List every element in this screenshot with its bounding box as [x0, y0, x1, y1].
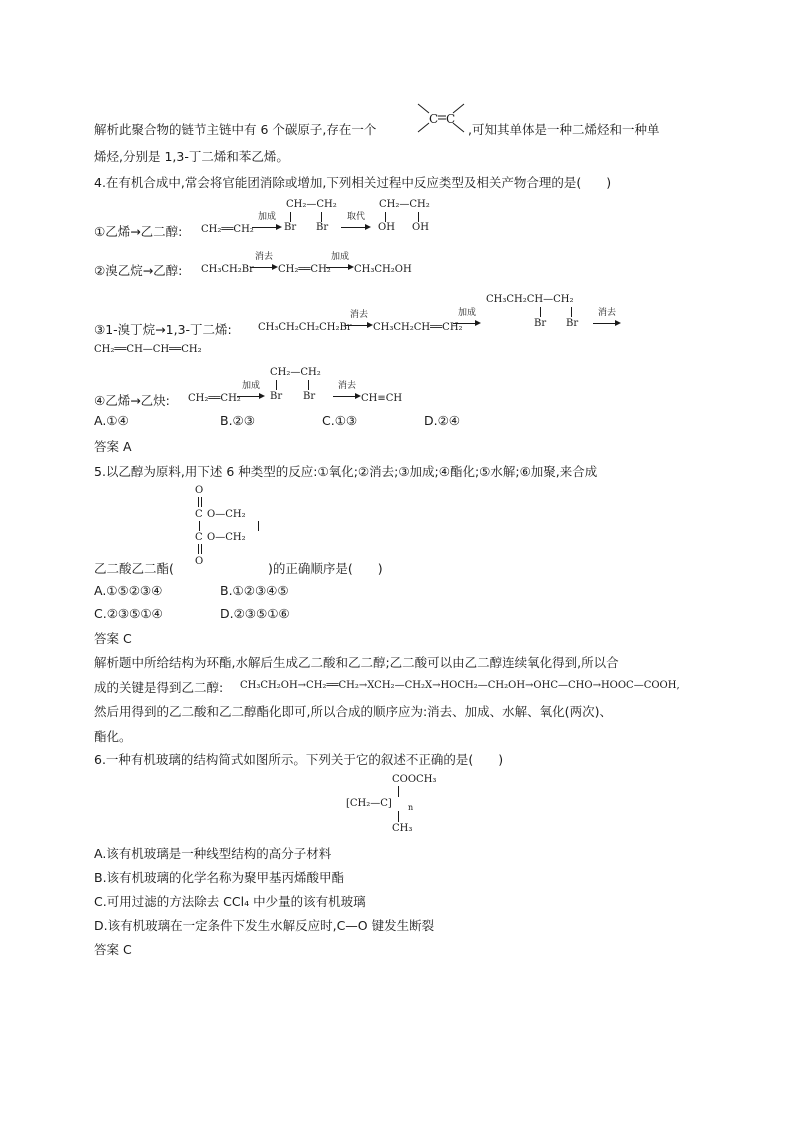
q5-option-a: A.①⑤②③④ — [94, 583, 163, 598]
q4-option-a: A.①④ — [94, 413, 129, 428]
q5-option-c: C.②③⑤①④ — [94, 606, 163, 621]
q4-route4-m-br2: Br — [303, 391, 316, 402]
q4-route2-end: CH₃CH₂OH — [354, 264, 412, 275]
q4-option-c: C.①③ — [322, 413, 358, 428]
analysis-line-2: 烯烃,分别是 1,3-丁二烯和苯乙烯。 — [94, 149, 289, 164]
q4-route4-m-br1: Br — [270, 391, 283, 402]
q4-route1-prefix: ①乙烯→乙二醇: — [94, 224, 183, 239]
q4-route3-prefix: ③1-溴丁烷→1,3-丁二烯: — [94, 322, 232, 337]
q6-struct-n: n — [408, 803, 414, 812]
q4-route3-m-br2: Br — [566, 318, 579, 329]
q4-route3-arrow3: 消去 — [593, 317, 621, 331]
q6-option-d: D.该有机玻璃在一定条件下发生水解反应时,C—O 键发生断裂 — [94, 918, 435, 933]
q4-route4-arrow2: 消去 — [333, 390, 361, 404]
q5-struct-o-top: O — [195, 485, 204, 496]
q4-route3-mid: CH₃CH₂CH══CH₂ — [373, 322, 463, 333]
q4-route3-m-top: CH₃CH₂CH—CH₂ — [486, 294, 574, 305]
analysis-line-1b: ,可知其单体是一种二烯烃和一种单 — [468, 122, 660, 137]
q5-option-b: B.①②③④⑤ — [220, 583, 289, 598]
q4-route3-arrow2: 加成 — [453, 317, 481, 331]
q4-route2-prefix: ②溴乙烷→乙醇: — [94, 263, 183, 278]
q4-answer: 答案 A — [94, 439, 132, 454]
q4-route1-arrow2: 取代 — [341, 221, 371, 235]
q5-option-d: D.②③⑤①⑥ — [220, 606, 290, 621]
q4-route4-prefix: ④乙烯→乙炔: — [94, 393, 170, 408]
q4-route1-arrow1: 加成 — [252, 221, 282, 235]
q5-struct-o-bottom: O — [195, 556, 204, 567]
q6-struct-bottom: CH₃ — [392, 823, 413, 834]
q5-line2b: )的正确顺序是( ) — [268, 561, 383, 576]
q4-route2-arrow2: 加成 — [326, 261, 354, 275]
q5-stem: 5.以乙醇为原料,用下述 6 种类型的反应:①氧化;②消去;③加成;④酯化;⑤水解;⑥加聚,来合成 — [94, 464, 598, 479]
q4-route2-start: CH₃CH₂Br — [201, 264, 254, 275]
q4-route1-m1-top: CH₂—CH₂ — [286, 199, 337, 210]
q5-analysis-2b: CH₃CH₂OH→CH₂══CH₂→XCH₂—CH₂X→HOCH₂—CH₂OH→OHC—CHO→HOOC—COOH, — [240, 680, 680, 691]
q4-route3-arrow1: 消去 — [345, 319, 373, 333]
q4-route1-m2-oh1: OH — [378, 222, 395, 233]
q4-route4-m-top: CH₂—CH₂ — [270, 367, 321, 378]
q6-stem: 6.一种有机玻璃的结构简式如图所示。下列关于它的叙述不正确的是( ) — [94, 752, 504, 767]
q4-route1-m2-top: CH₂—CH₂ — [379, 199, 430, 210]
q4-route3-m-br1: Br — [534, 318, 547, 329]
q6-option-c: C.可用过滤的方法除去 CCl₄ 中少量的该有机玻璃 — [94, 894, 366, 909]
q5-analysis-2a: 成的关键是得到乙二醇: — [94, 680, 224, 695]
q5-line2a: 乙二酸乙二酯( — [94, 561, 174, 576]
q5-analysis-3: 然后用得到的乙二酸和乙二醇酯化即可,所以合成的顺序应为:消去、加成、水解、氧化(两次)、 — [94, 704, 612, 719]
q4-route1-start: CH₂══CH₂ — [201, 224, 254, 235]
q4-route1-m1-br2: Br — [316, 222, 329, 233]
svg-text:C: C — [429, 112, 439, 126]
q5-struct-link1: O—CH₂ — [207, 509, 246, 520]
q5-analysis-1: 解析题中所给结构为环酯,水解后生成乙二酸和乙二醇;乙二酸可以由乙二醇连续氧化得到,所以合 — [94, 655, 619, 670]
q6-option-b: B.该有机玻璃的化学名称为聚甲基丙烯酸甲酯 — [94, 870, 345, 885]
q4-route4-start: CH₂══CH₂ — [188, 393, 241, 404]
q6-struct-main: [CH₂—C] — [346, 798, 392, 809]
q4-option-d: D.②④ — [424, 413, 461, 428]
q5-struct-c2: C — [195, 532, 203, 543]
q4-route3-end: CH₂══CH—CH══CH₂ — [94, 344, 202, 355]
q6-answer: 答案 C — [94, 942, 132, 957]
q6-option-a: A.该有机玻璃是一种线型结构的高分子材料 — [94, 846, 332, 861]
q4-route2-mid: CH₂══CH₂ — [278, 264, 331, 275]
q4-route3-start: CH₃CH₂CH₂CH₂Br — [258, 322, 352, 333]
q4-route2-arrow1: 消去 — [250, 261, 278, 275]
q5-struct-link2: O—CH₂ — [207, 532, 246, 543]
q4-route1-m2-oh2: OH — [412, 222, 429, 233]
q4-route1-m1-br1: Br — [284, 222, 297, 233]
analysis-line-1a: 解析此聚合物的链节主链中有 6 个碳原子,存在一个 — [94, 122, 377, 137]
svg-text:C: C — [446, 112, 456, 126]
alkene-structure-icon — [414, 101, 468, 137]
q5-answer: 答案 C — [94, 631, 132, 646]
q4-stem: 4.在有机合成中,常会将官能团消除或增加,下列相关过程中反应类型及相关产物合理的是( ) — [94, 175, 612, 190]
q5-struct-c1: C — [195, 509, 203, 520]
q4-route4-end: CH≡CH — [361, 393, 403, 404]
q5-analysis-4: 酯化。 — [94, 729, 132, 744]
q4-route4-arrow1: 加成 — [237, 390, 265, 404]
q4-option-b: B.②③ — [220, 413, 255, 428]
q6-struct-top: COOCH₃ — [392, 774, 437, 785]
